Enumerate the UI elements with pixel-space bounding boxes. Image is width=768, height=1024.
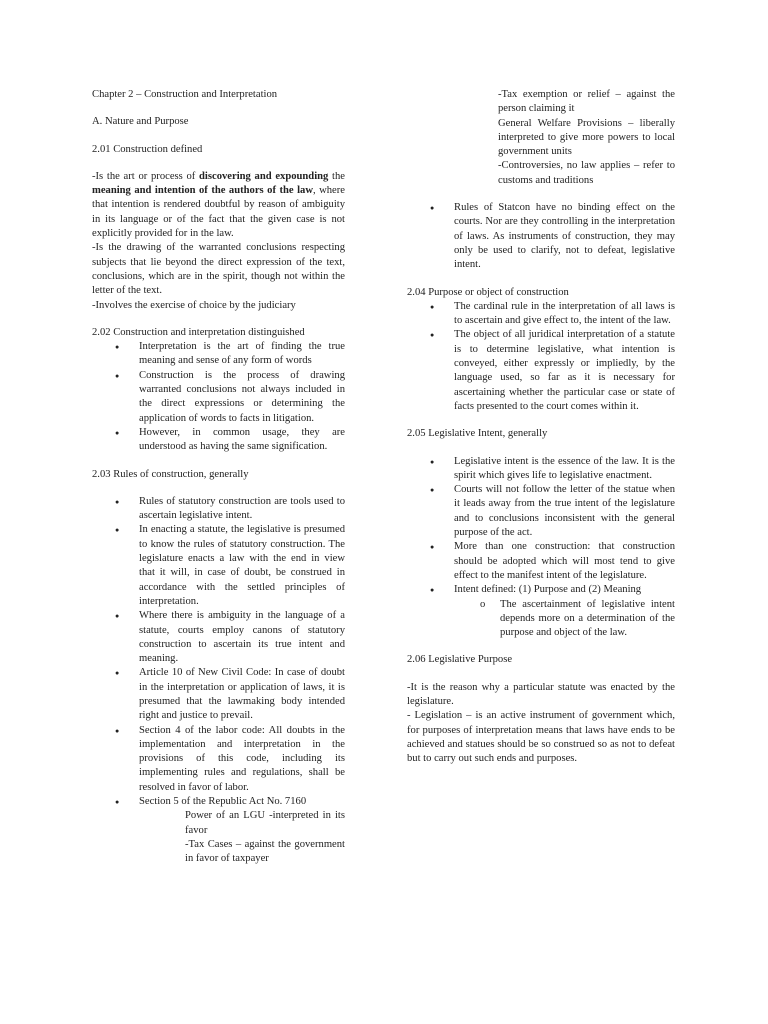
- list-item: ● More than one construction: that construction should be adopted which will most tend to give effect to the manifest intent of the legislature.: [407, 540, 675, 583]
- ra-line: General Welfare Provisions – liberally interpreted to give more powers to local government units: [498, 117, 675, 158]
- section-2-04-list: [407, 300, 675, 414]
- paragraph-text: , where that intention is rendered doubtful by reason of ambiguity in its language or of the fact that the given case is not explicitly provided for in the law.: [92, 185, 345, 240]
- list-item: ● The cardinal rule in the interpretation of all laws is to ascertain and give effect to, the intent of the law.: [407, 300, 675, 329]
- sub-list-item: o The ascertainment of legislative intent depends more on a determination of the purpose and object of the law.: [454, 598, 675, 641]
- bold-term: meaning and intention of the authors of the law: [92, 185, 313, 197]
- list-item: ● However, in common usage, they are understood as having the same signification.: [92, 426, 345, 455]
- section-2-01-paragraph-2: -Is the drawing of the warranted conclusions respecting subjects that lie beyond the direct expression of the text, conclusions, which are in the spirit, though not within the letter of the text.: [92, 242, 345, 297]
- list-item: ● Rules of statutory construction are tools used to ascertain legislative intent.: [92, 495, 345, 524]
- list-item: ● Rules of Statcon have no binding effect on the courts. Nor are they controlling in the interpretation of laws. As instruments of construction, they may only be used to clarify, not to defeat, legislative intent.: [407, 201, 675, 272]
- list-item: ● Courts will not follow the letter of the statue when it leads away from the true intent of the legislature and to conclusions inconsistent with the general purpose of the act.: [407, 483, 675, 540]
- section-2-06-paragraph-2: - Legislation – is an active instrument of government which, for purposes of interpretation means that laws have ends to be achieved and statues should be so construed so as not to defeat but to carry out such ends and purposes.: [407, 710, 675, 765]
- section-2-03-list: [92, 495, 345, 810]
- section-2-05-list: [407, 455, 675, 598]
- ra-line: -Tax Cases – against the government in favor of taxpayer: [185, 838, 345, 865]
- section-2-05-sublist: [454, 598, 675, 641]
- section-2-01-paragraph-3: -Involves the exercise of choice by the judiciary: [92, 299, 296, 311]
- chapter-title: Chapter 2 – Construction and Interpretation: [92, 89, 278, 100]
- section-2-02-heading: 2.02 Construction and interpretation distinguished: [92, 326, 305, 338]
- section-2-04-heading: 2.04 Purpose or object of construction: [407, 286, 569, 298]
- list-item: ● Article 10 of New Civil Code: In case of doubt in the interpretation or application of laws, it is presumed that the lawmaking body intended right and justice to prevail.: [92, 666, 345, 723]
- left-column: [92, 88, 345, 867]
- list-item: ● Where there is ambiguity in the language of a statute, courts employ canons of statutory construction to ascertain its true intent and meaning.: [92, 609, 345, 666]
- bold-term: discovering and expounding: [199, 170, 329, 182]
- section-2-06-paragraph-1: -It is the reason why a particular statute was enacted by the legislature.: [407, 681, 675, 707]
- list-item: ● Legislative intent is the essence of the law. It is the spirit which gives life to legislative enactment.: [407, 455, 675, 484]
- paragraph-text: the: [328, 170, 346, 182]
- paragraph-text: -Is the art or process of: [92, 170, 200, 182]
- statcon-list: [407, 201, 675, 272]
- ra-line: -Controversies, no law applies – refer to customs and traditions: [498, 160, 675, 186]
- section-2-05-heading: 2.05 Legislative Intent, generally: [407, 428, 548, 440]
- list-item: ● Section 5 of the Republic Act No. 7160: [92, 795, 345, 809]
- ra-7160-continued: [498, 88, 675, 188]
- list-item: ● The object of all juridical interpretation of a statute is to determine legislative, what intention is conveyed, either expressly or impliedly, by the language used, so far as it is necessary for ascertaining whether the particular case or state of facts presented to the court comes within it.: [407, 328, 675, 414]
- section-2-02-list: [92, 340, 345, 454]
- list-item: ● Intent defined: (1) Purpose and (2) Meaning: [407, 583, 675, 597]
- section-a-heading: A. Nature and Purpose: [92, 116, 189, 128]
- section-2-03-heading: 2.03 Rules of construction, generally: [92, 468, 249, 480]
- section-2-06-heading: 2.06 Legislative Purpose: [407, 654, 513, 666]
- ra-7160-details: [185, 809, 345, 866]
- section-2-01-heading: 2.01 Construction defined: [92, 143, 203, 155]
- right-column: [407, 88, 675, 766]
- ra-line: Power of an LGU -interpreted in its favor: [185, 810, 345, 836]
- list-item: ● Section 4 of the labor code: All doubts in the implementation and interpretation in the provisions of this code, including its implementing rules and regulations, shall be resolved in favor of labor.: [92, 724, 345, 795]
- list-item: ● In enacting a statute, the legislative is presumed to know the rules of statutory construction. The legislature enacts a law with the end in view that it will, in case of doubt, be construed in accordance with the settled principles of interpretation.: [92, 523, 345, 609]
- list-item: ● Interpretation is the art of finding the true meaning and sense of any form of words: [92, 340, 345, 369]
- list-item: ● Construction is the process of drawing warranted conclusions not always included in the direct expressions or determining the application of words to facts in litigation.: [92, 369, 345, 426]
- section-2-01-paragraph-1: [92, 170, 345, 241]
- ra-line: -Tax exemption or relief – against the person claiming it: [498, 89, 675, 115]
